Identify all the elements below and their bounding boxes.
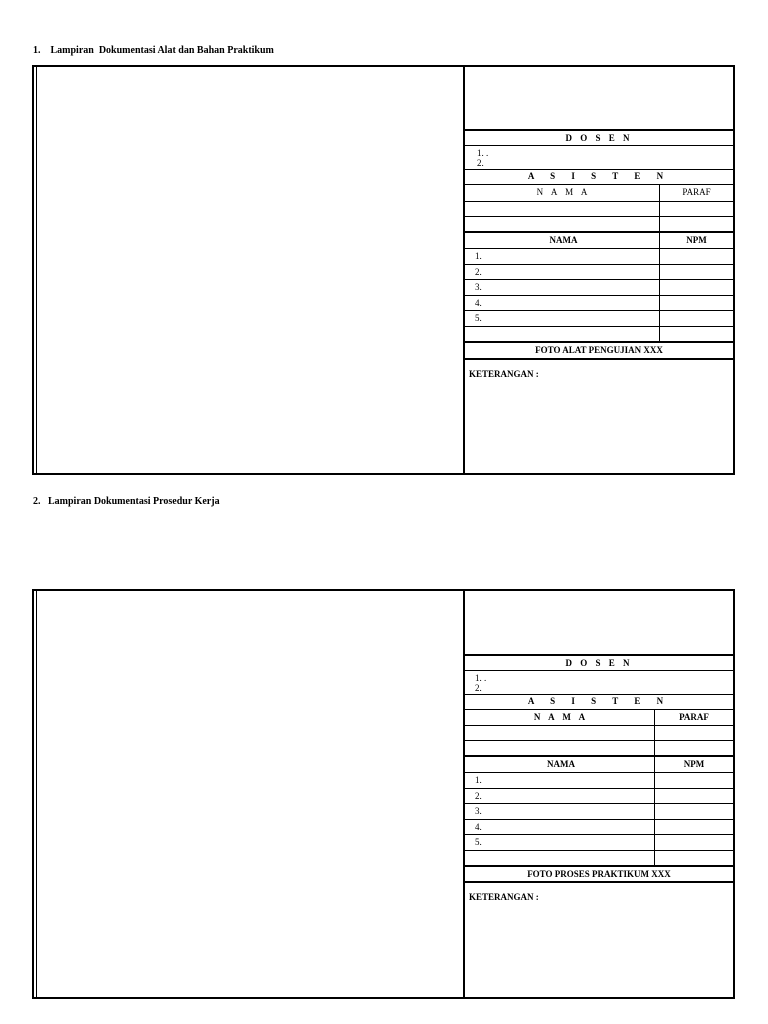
keterangan-label: KETERANGAN :: [469, 892, 539, 902]
member-columns: [465, 755, 733, 772]
dosen-header: [465, 129, 733, 145]
member-row: [465, 819, 733, 835]
member-row-label: 2.: [475, 266, 482, 277]
section-1-info-panel: [463, 67, 733, 473]
asisten-nama-col: N A M A: [533, 712, 589, 722]
asisten-header: [465, 694, 733, 709]
asisten-title: A S I S T E N: [527, 171, 671, 181]
member-columns: [465, 231, 733, 248]
asisten-nama-col: N A M A: [536, 187, 591, 197]
asisten-paraf-col: PARAF: [654, 710, 733, 725]
asisten-row-2: [465, 216, 733, 231]
member-row: [465, 310, 733, 326]
member-row: [465, 295, 733, 311]
asisten-columns: [465, 709, 733, 725]
section-2-photo-area: [37, 591, 462, 997]
section-1-sheet: [32, 65, 735, 475]
member-row-label: 3.: [475, 282, 482, 292]
asisten-row-1: [465, 201, 733, 216]
asisten-columns: [465, 184, 733, 201]
member-nama-col: NAMA: [547, 759, 575, 769]
dosen-list: [465, 670, 733, 694]
keterangan-box: [465, 358, 733, 473]
dosen-item-1: 1. .: [475, 673, 487, 683]
member-row-label: 1.: [475, 251, 482, 261]
foto-caption-text: FOTO PROSES PRAKTIKUM XXX: [527, 869, 671, 879]
member-npm-col: NPM: [654, 757, 733, 772]
foto-caption-text: FOTO ALAT PENGUJIAN XXX: [535, 345, 663, 355]
member-row-label: 4.: [475, 297, 482, 308]
member-row: [465, 772, 733, 788]
asisten-title: A S I S T E N: [527, 696, 671, 706]
member-row-empty: [465, 850, 733, 866]
dosen-title: D O S E N: [565, 133, 633, 143]
member-row-label: 2.: [475, 790, 482, 801]
section-1-photo-area: [37, 67, 462, 473]
dosen-item-2: 2.: [477, 158, 484, 168]
keterangan-label: KETERANGAN :: [469, 369, 539, 379]
member-row-label: 3.: [475, 806, 482, 816]
asisten-paraf-col: PARAF: [659, 185, 733, 201]
member-row: [465, 264, 733, 280]
member-row-label: 5.: [475, 837, 482, 847]
member-row-label: 1.: [475, 775, 482, 785]
member-row: [465, 803, 733, 819]
foto-caption: [465, 865, 733, 881]
section-2-sheet: [32, 589, 735, 999]
member-nama-col: NAMA: [549, 235, 578, 245]
member-row-label: 4.: [475, 821, 482, 832]
foto-caption: [465, 341, 733, 358]
keterangan-box: [465, 881, 733, 997]
section-2-heading: 2. Lampiran Dokumentasi Prosedur Kerja: [33, 496, 220, 507]
dosen-list: [465, 145, 733, 169]
member-row: [465, 788, 733, 804]
member-row: [465, 279, 733, 295]
asisten-row-2: [465, 740, 733, 755]
member-row-empty: [465, 326, 733, 342]
member-row: [465, 834, 733, 850]
dosen-title: D O S E N: [565, 658, 633, 668]
dosen-item-2: 2.: [475, 683, 482, 693]
section-1-heading: 1. Lampiran Dokumentasi Alat dan Bahan Praktikum: [33, 45, 274, 56]
section-2-info-panel: [463, 591, 733, 997]
asisten-row-1: [465, 725, 733, 740]
dosen-item-1: 1. .: [477, 148, 489, 158]
member-row-label: 5.: [475, 313, 482, 323]
member-row: [465, 248, 733, 264]
dosen-header: [465, 654, 733, 670]
member-npm-col: NPM: [659, 233, 733, 248]
asisten-header: [465, 169, 733, 184]
